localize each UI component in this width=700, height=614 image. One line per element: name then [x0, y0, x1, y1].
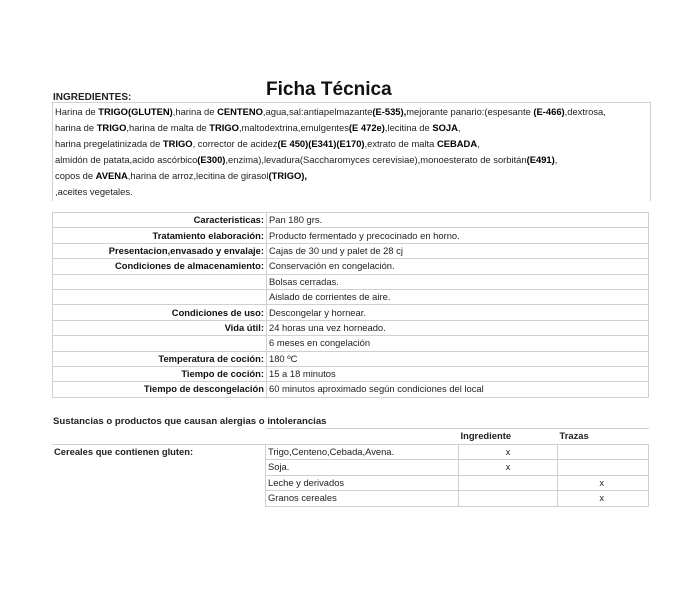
- ingredient-highlight: AVENA: [95, 170, 128, 181]
- allergen-item: Granos cereales: [266, 491, 459, 507]
- spec-value: Descongelar y hornear.: [267, 305, 649, 320]
- allergen-category: [52, 460, 266, 476]
- ingredient-text: ,extrato de malta: [364, 138, 437, 149]
- allergen-category: Cereales que contienen gluten:: [52, 444, 266, 460]
- ingredient-text: almidón de patata,acido ascórbico: [55, 154, 198, 165]
- spec-value: 6 meses en congelación: [267, 336, 649, 351]
- table-row: [53, 351, 649, 366]
- table-row: [52, 491, 649, 507]
- spec-label: Vida útil:: [53, 320, 267, 335]
- table-row: [52, 460, 649, 476]
- table-row: [53, 274, 649, 289]
- ingredient-highlight: TRIGO: [162, 138, 193, 149]
- table-row: [53, 228, 649, 243]
- ingredient-text: ,harina de arroz,lecitina de girasol: [127, 170, 269, 181]
- ingredient-text: Harina de: [55, 106, 99, 117]
- spec-value: 15 a 18 minutos: [267, 366, 649, 381]
- table-row: [53, 382, 649, 397]
- allergen-ingrediente-mark: [459, 475, 558, 491]
- ingredients-line: [55, 154, 557, 165]
- ingredients-line: [55, 106, 606, 117]
- ingredient-highlight: (E-535),: [372, 106, 407, 117]
- allergen-category: [52, 491, 266, 507]
- ingredients-box: [52, 102, 651, 201]
- table-row: [53, 289, 649, 304]
- ingredients-line: [55, 122, 460, 133]
- spec-value: Aislado de corrientes de aire.: [267, 289, 649, 304]
- ingredient-highlight: TRIGO(GLUTEN): [98, 106, 173, 117]
- allergens-table: [52, 428, 649, 507]
- allergen-ingrediente-mark: x: [459, 460, 558, 476]
- ingredient-highlight: (E 472e): [348, 122, 385, 133]
- ingredient-text: harina pregelatinizada de: [55, 138, 163, 149]
- ingredient-text: , corrector de acidez: [192, 138, 278, 149]
- ingredient-highlight: CEBADA: [436, 138, 478, 149]
- ingredient-highlight: (E300): [197, 154, 226, 165]
- allergen-item: Leche y derivados: [266, 475, 459, 491]
- document-title: Ficha Técnica: [266, 79, 392, 100]
- ingredient-text: ,: [554, 154, 558, 165]
- allergen-trazas-mark: [558, 444, 649, 460]
- header-ingrediente: Ingrediente: [459, 429, 558, 445]
- spec-value: 180 ºC: [267, 351, 649, 366]
- ingredients-line: [55, 170, 307, 181]
- allergen-item: Trigo,Centeno,Cebada,Avena.: [266, 444, 459, 460]
- allergen-trazas-mark: x: [558, 475, 649, 491]
- table-row: [53, 366, 649, 381]
- spec-label: Condiciones de almacenamiento:: [53, 259, 267, 274]
- allergen-ingrediente-mark: [459, 491, 558, 507]
- spec-label: Tiempo de coción:: [53, 366, 267, 381]
- ingredient-highlight: TRIGO: [96, 122, 127, 133]
- ingredient-text: ,lecitina de: [384, 122, 433, 133]
- ingredients-label: INGREDIENTES:: [53, 92, 132, 103]
- allergens-title: Sustancias o productos que causan alergias o intolerancias: [53, 416, 327, 427]
- spec-value: Cajas de 30 und y palet de 28 cj: [267, 243, 649, 258]
- spec-value: 60 minutos aproximado según condiciones del local: [267, 382, 649, 397]
- spec-value: Bolsas cerradas.: [267, 274, 649, 289]
- spec-value: 24 horas una vez horneado.: [267, 320, 649, 335]
- ingredient-text: mejorante panario:(espesante: [406, 106, 534, 117]
- table-row: [52, 475, 649, 491]
- allergen-ingrediente-mark: x: [459, 444, 558, 460]
- ingredient-text: ,aceites vegetales.: [55, 186, 133, 197]
- spec-label: [53, 274, 267, 289]
- spec-label: Tratamiento elaboración:: [53, 228, 267, 243]
- ingredient-text: ,dextrosa,: [564, 106, 606, 117]
- ingredient-text: ,harina de malta de: [126, 122, 210, 133]
- allergen-item: Soja.: [266, 460, 459, 476]
- table-row: [53, 336, 649, 351]
- spec-label: Temperatura de coción:: [53, 351, 267, 366]
- allergen-trazas-mark: [558, 460, 649, 476]
- ingredient-highlight: CENTENO: [217, 106, 263, 117]
- ingredient-text: ,harina de: [172, 106, 218, 117]
- spec-value: Pan 180 grs.: [267, 213, 649, 228]
- ingredient-highlight: SOJA: [432, 122, 458, 133]
- ingredient-text: ,enzima),levadura(Saccharomyces cerevisiae),monoesterato de sorbitán: [225, 154, 527, 165]
- ingredients-line: [55, 138, 480, 149]
- ingredient-highlight: (TRIGO),: [268, 170, 308, 181]
- allergens-header-row: [52, 429, 649, 445]
- spec-label: Condiciones de uso:: [53, 305, 267, 320]
- header-trazas: Trazas: [558, 429, 649, 445]
- header-empty-cell: [52, 429, 266, 445]
- ingredient-highlight: (E-466): [533, 106, 565, 117]
- ingredient-text: ,: [477, 138, 480, 149]
- spec-value: Conservación en congelación.: [267, 259, 649, 274]
- specs-table: [52, 212, 649, 398]
- ingredient-text: ,maltodextrina,emulgentes: [238, 122, 349, 133]
- table-row: [53, 259, 649, 274]
- ingredient-text: ,: [457, 122, 461, 133]
- spec-label: Caracteristicas:: [53, 213, 267, 228]
- ingredient-text: harina de: [55, 122, 97, 133]
- ingredient-text: ,agua,sal:antiapelmazante: [262, 106, 373, 117]
- ingredient-highlight: (E 450)(E341)(E170): [277, 138, 365, 149]
- table-row: [53, 243, 649, 258]
- ingredient-highlight: (E491): [526, 154, 555, 165]
- spec-label: [53, 289, 267, 304]
- ingredient-text: copos de: [55, 170, 96, 181]
- ingredient-highlight: TRIGO: [209, 122, 239, 133]
- spec-label: Presentacion,envasado y envalaje:: [53, 243, 267, 258]
- spec-label: Tiempo de descongelación: [53, 382, 267, 397]
- allergen-trazas-mark: x: [558, 491, 649, 507]
- spec-label: [53, 336, 267, 351]
- allergen-category: [52, 475, 266, 491]
- spec-value: Producto fermentado y precocinado en horno.: [267, 228, 649, 243]
- table-row: [52, 444, 649, 460]
- header-empty-cell: [266, 429, 459, 445]
- table-row: [53, 320, 649, 335]
- table-row: [53, 213, 649, 228]
- table-row: [53, 305, 649, 320]
- ingredients-line: [55, 186, 133, 197]
